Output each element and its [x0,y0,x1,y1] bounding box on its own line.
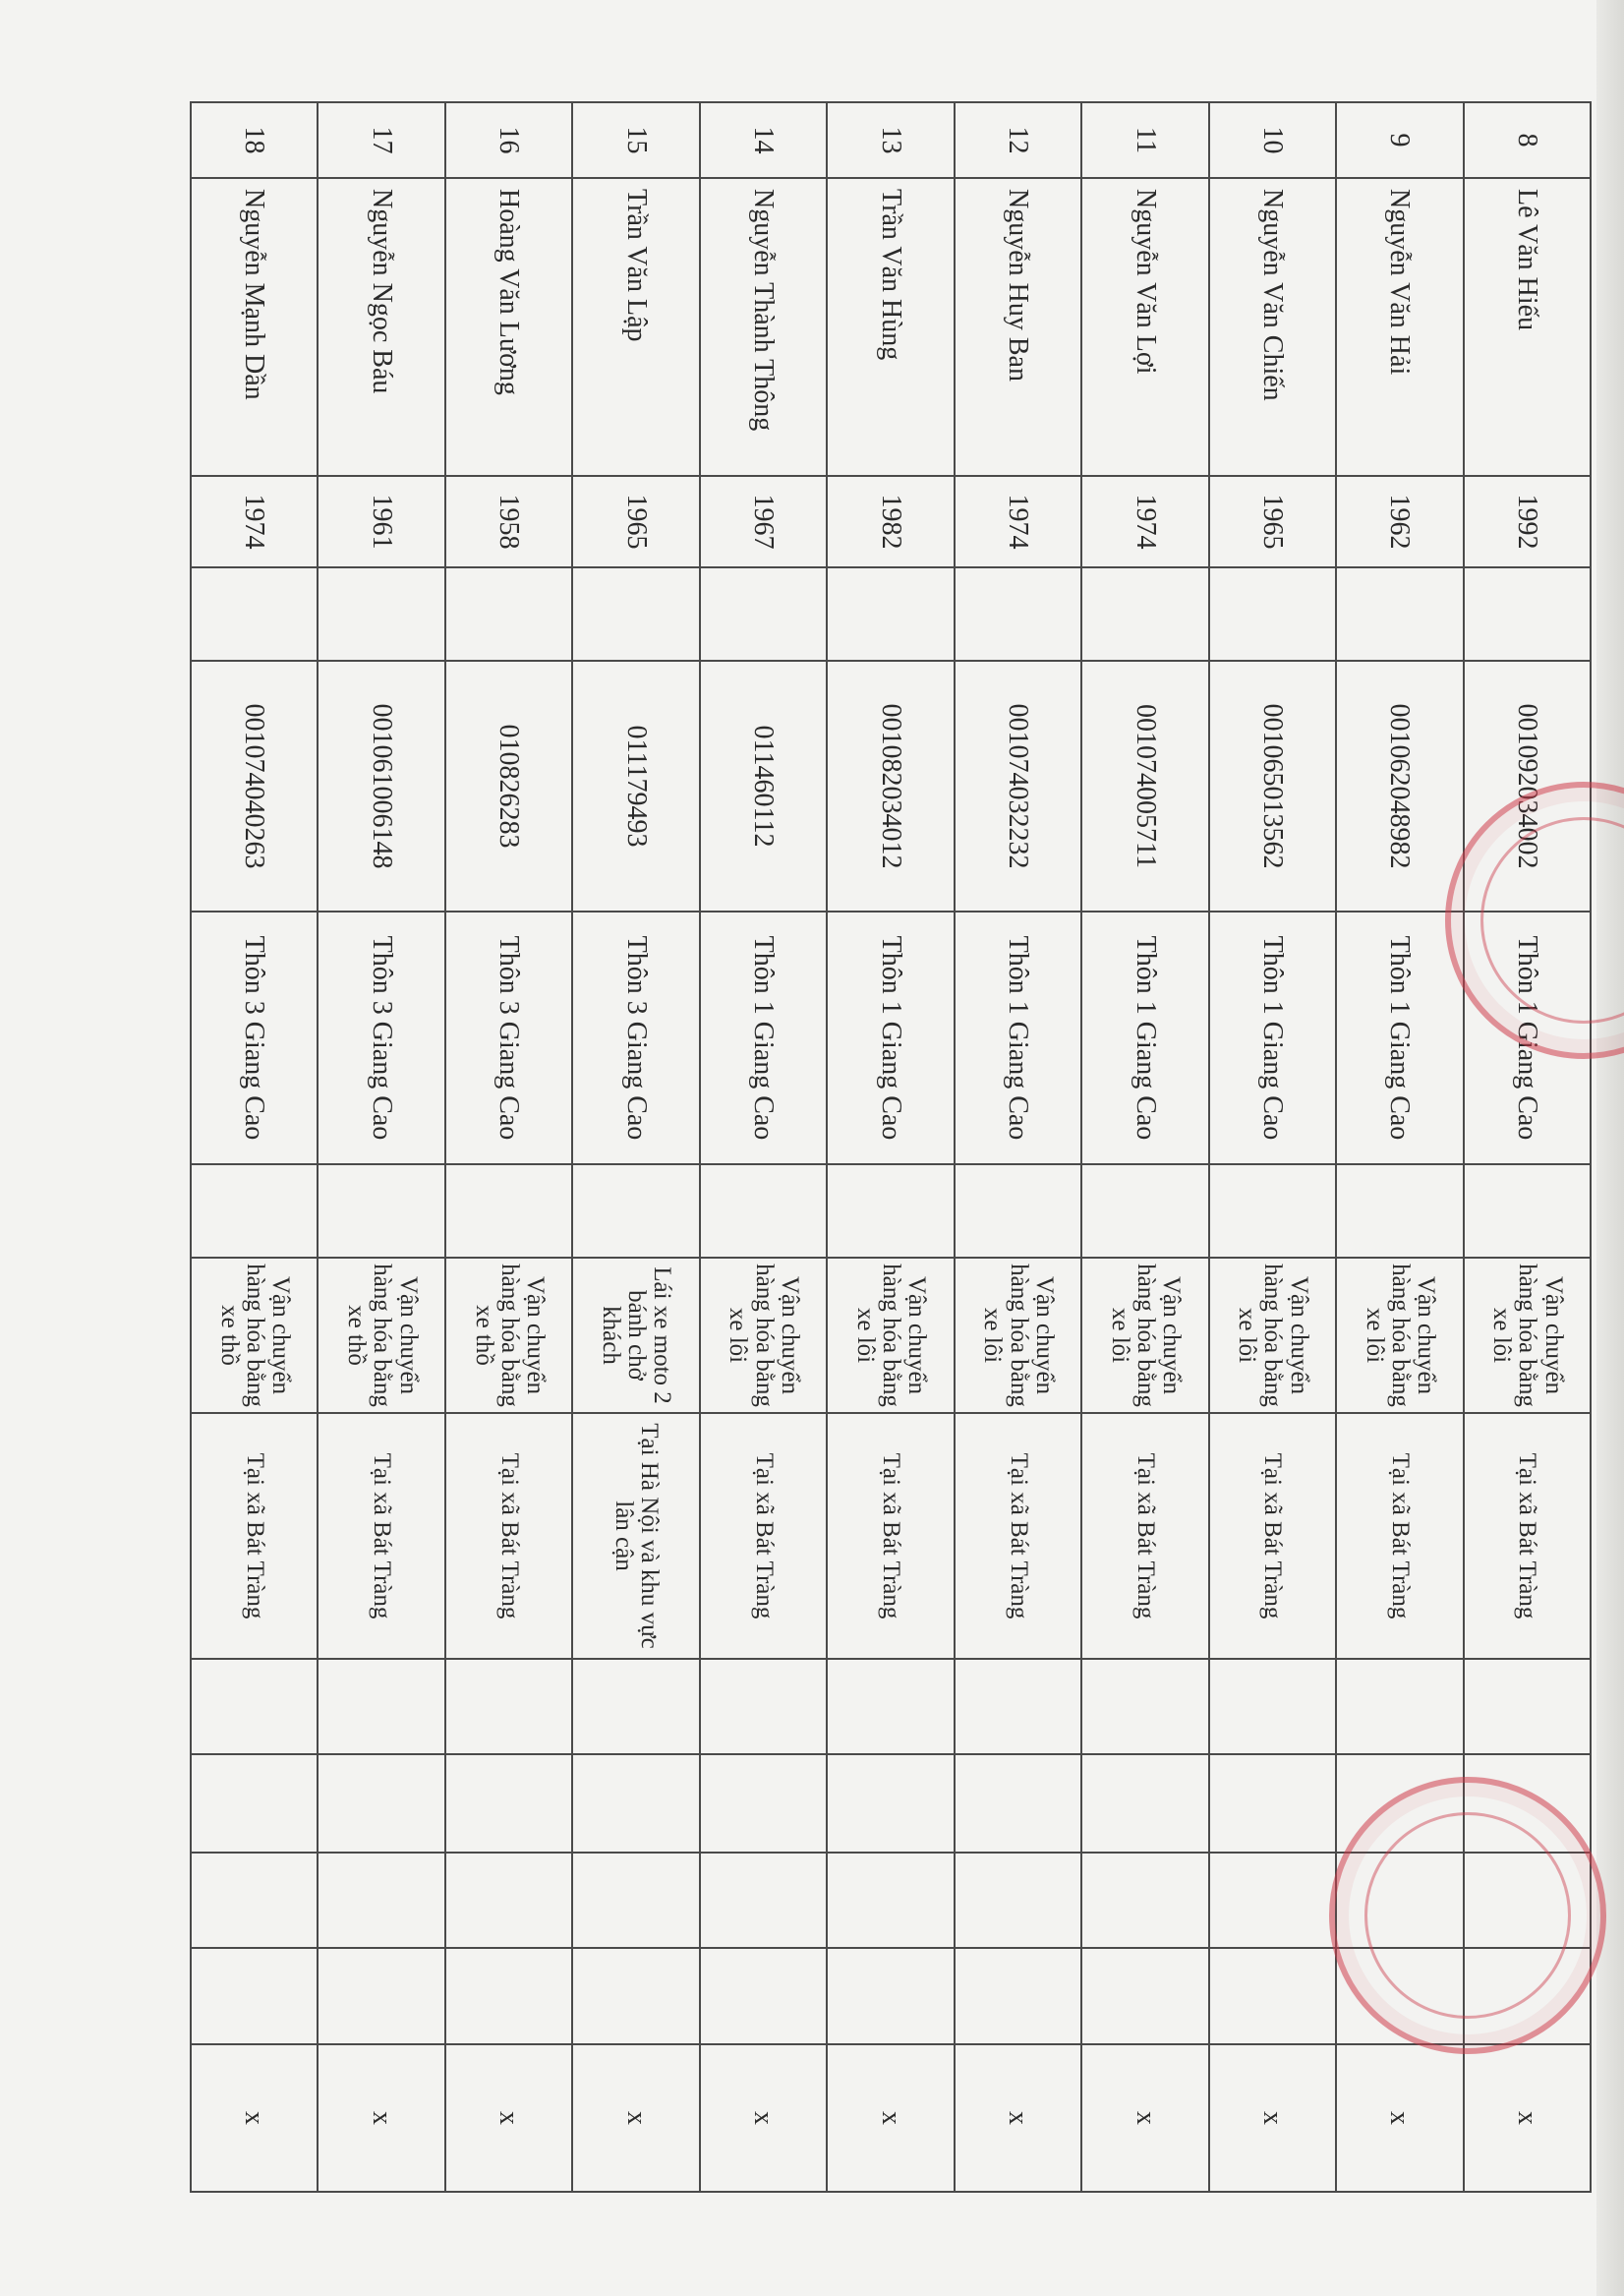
cell-empty [572,1164,699,1258]
cell-empty [1336,1659,1463,1754]
cell-occupation: Vận chuyển hàng hóa bằng xe lôi [1209,1258,1336,1413]
cell-id-number: 001074040263 [191,661,318,912]
cell-empty [572,567,699,661]
cell-occupation: Vận chuyển hàng hóa bằng xe lôi [1336,1258,1463,1413]
red-seal-stamp [1329,1777,1606,2054]
cell-empty [572,1853,699,1948]
cell-empty [827,1948,954,2044]
cell-empty [191,1948,318,2044]
cell-birth-year: 1962 [1336,476,1463,567]
cell-occupation: Vận chuyển hàng hóa bằng xe thồ [191,1258,318,1413]
cell-empty [827,1754,954,1853]
cell-id-number: 001062048982 [1336,661,1463,912]
cell-address: Thôn 1 Giang Cao [827,912,954,1164]
cell-empty [318,567,444,661]
cell-name: Nguyễn Văn Hải [1336,178,1463,476]
cell-empty [318,1853,444,1948]
cell-stt: 16 [445,102,572,178]
cell-name: Nguyễn Văn Chiến [1209,178,1336,476]
table-row [700,102,827,2192]
cell-occupation: Vận chuyển hàng hóa bằng xe lôi [1081,1258,1208,1413]
cell-empty [191,1164,318,1258]
cell-stt: 10 [1209,102,1336,178]
cell-address: Thôn 1 Giang Cao [1081,912,1208,1164]
cell-empty [572,1659,699,1754]
cell-empty [955,1948,1081,2044]
cell-empty [445,1853,572,1948]
cell-empty [827,1853,954,1948]
cell-workplace: Tại xã Bát Tràng [1336,1413,1463,1659]
cell-id-number: 001065013562 [1209,661,1336,912]
cell-mark: x [191,2044,318,2192]
cell-id-number: 001061006148 [318,661,444,912]
cell-workplace: Tại xã Bát Tràng [1209,1413,1336,1659]
cell-stt: 8 [1464,102,1591,178]
cell-empty [318,1754,444,1853]
cell-empty [1209,1164,1336,1258]
cell-stt: 13 [827,102,954,178]
cell-birth-year: 1958 [445,476,572,567]
cell-empty [1209,1948,1336,2044]
cell-empty [1081,1164,1208,1258]
table-row [445,102,572,2192]
cell-name: Nguyễn Ngọc Báu [318,178,444,476]
cell-mark: x [445,2044,572,2192]
cell-empty [700,1659,827,1754]
cell-empty [955,1853,1081,1948]
cell-empty [827,1164,954,1258]
cell-address: Thôn 3 Giang Cao [572,912,699,1164]
cell-mark: x [1336,2044,1463,2192]
cell-empty [700,567,827,661]
cell-name: Nguyễn Thành Thông [700,178,827,476]
cell-id-number: 001074005711 [1081,661,1208,912]
cell-occupation: Vận chuyển hàng hóa bằng xe lôi [700,1258,827,1413]
cell-mark: x [572,2044,699,2192]
cell-stt: 14 [700,102,827,178]
cell-address: Thôn 1 Giang Cao [1336,912,1463,1164]
cell-workplace: Tại xã Bát Tràng [1081,1413,1208,1659]
cell-empty [1209,1853,1336,1948]
cell-empty [1209,567,1336,661]
cell-mark: x [1209,2044,1336,2192]
cell-address: Thôn 3 Giang Cao [318,912,444,1164]
cell-stt: 9 [1336,102,1463,178]
cell-id-number: 001092034002 [1464,661,1591,912]
cell-empty [318,1164,444,1258]
cell-empty [700,1164,827,1258]
cell-empty [318,1659,444,1754]
cell-address: Thôn 1 Giang Cao [1209,912,1336,1164]
cell-mark: x [1464,2044,1591,2192]
cell-name: Hoàng Văn Lương [445,178,572,476]
cell-stt: 15 [572,102,699,178]
cell-empty [1081,1754,1208,1853]
cell-empty [572,1948,699,2044]
table-row [1081,102,1208,2192]
cell-name: Trần Văn Hùng [827,178,954,476]
cell-address: Thôn 3 Giang Cao [191,912,318,1164]
cell-empty [827,567,954,661]
cell-address: Thôn 1 Giang Cao [1464,912,1591,1164]
cell-birth-year: 1974 [1081,476,1208,567]
cell-birth-year: 1967 [700,476,827,567]
cell-birth-year: 1982 [827,476,954,567]
cell-workplace: Tại xã Bát Tràng [827,1413,954,1659]
cell-occupation: Vận chuyển hàng hóa bằng xe lôi [827,1258,954,1413]
cell-address: Thôn 1 Giang Cao [955,912,1081,1164]
cell-empty [1336,1164,1463,1258]
cell-workplace: Tại xã Bát Tràng [318,1413,444,1659]
table-row [572,102,699,2192]
table-row [827,102,954,2192]
table-row [1209,102,1336,2192]
cell-empty [1464,567,1591,661]
cell-mark: x [955,2044,1081,2192]
cell-occupation: Lái xe moto 2 bánh chở khách [572,1258,699,1413]
cell-empty [191,567,318,661]
cell-birth-year: 1965 [572,476,699,567]
cell-occupation: Vận chuyển hàng hóa bằng xe thồ [445,1258,572,1413]
cell-empty [955,1754,1081,1853]
cell-empty [191,1853,318,1948]
table-row [318,102,444,2192]
table-row [955,102,1081,2192]
cell-birth-year: 1974 [955,476,1081,567]
cell-empty [1081,1659,1208,1754]
cell-occupation: Vận chuyển hàng hóa bằng xe thồ [318,1258,444,1413]
cell-empty [955,1164,1081,1258]
cell-empty [955,1659,1081,1754]
cell-id-number: 011179493 [572,661,699,912]
cell-empty [445,1659,572,1754]
cell-stt: 11 [1081,102,1208,178]
cell-name: Lê Văn Hiếu [1464,178,1591,476]
cell-empty [1464,1164,1591,1258]
cell-empty [955,567,1081,661]
cell-mark: x [1081,2044,1208,2192]
cell-workplace: Tại Hà Nội và khu vực lân cận [572,1413,699,1659]
cell-name: Trần Văn Lập [572,178,699,476]
cell-birth-year: 1965 [1209,476,1336,567]
cell-empty [445,1164,572,1258]
cell-empty [1336,567,1463,661]
cell-id-number: 001074032232 [955,661,1081,912]
cell-name: Nguyễn Mạnh Dần [191,178,318,476]
cell-name: Nguyễn Văn Lợi [1081,178,1208,476]
cell-empty [1209,1754,1336,1853]
cell-address: Thôn 3 Giang Cao [445,912,572,1164]
cell-empty [700,1853,827,1948]
cell-stt: 17 [318,102,444,178]
cell-occupation: Vận chuyển hàng hóa bằng xe lôi [955,1258,1081,1413]
cell-birth-year: 1974 [191,476,318,567]
cell-empty [827,1659,954,1754]
cell-empty [1081,1948,1208,2044]
cell-empty [318,1948,444,2044]
cell-mark: x [318,2044,444,2192]
cell-mark: x [700,2044,827,2192]
cell-workplace: Tại xã Bát Tràng [1464,1413,1591,1659]
cell-empty [191,1754,318,1853]
cell-empty [445,1948,572,2044]
cell-empty [191,1659,318,1754]
cell-empty [700,1948,827,2044]
cell-birth-year: 1961 [318,476,444,567]
cell-empty [445,567,572,661]
cell-birth-year: 1992 [1464,476,1591,567]
cell-empty [1081,1853,1208,1948]
table-row [191,102,318,2192]
cell-empty [445,1754,572,1853]
cell-workplace: Tại xã Bát Tràng [191,1413,318,1659]
cell-address: Thôn 1 Giang Cao [700,912,827,1164]
cell-workplace: Tại xã Bát Tràng [700,1413,827,1659]
cell-empty [1081,567,1208,661]
cell-empty [572,1754,699,1853]
cell-id-number: 010826283 [445,661,572,912]
cell-empty [1464,1659,1591,1754]
cell-occupation: Vận chuyển hàng hóa bằng xe lôi [1464,1258,1591,1413]
cell-name: Nguyễn Huy Ban [955,178,1081,476]
cell-workplace: Tại xã Bát Tràng [445,1413,572,1659]
cell-empty [1209,1659,1336,1754]
cell-mark: x [827,2044,954,2192]
cell-id-number: 001082034012 [827,661,954,912]
cell-stt: 12 [955,102,1081,178]
cell-id-number: 011460112 [700,661,827,912]
cell-stt: 18 [191,102,318,178]
cell-workplace: Tại xã Bát Tràng [955,1413,1081,1659]
cell-empty [700,1754,827,1853]
